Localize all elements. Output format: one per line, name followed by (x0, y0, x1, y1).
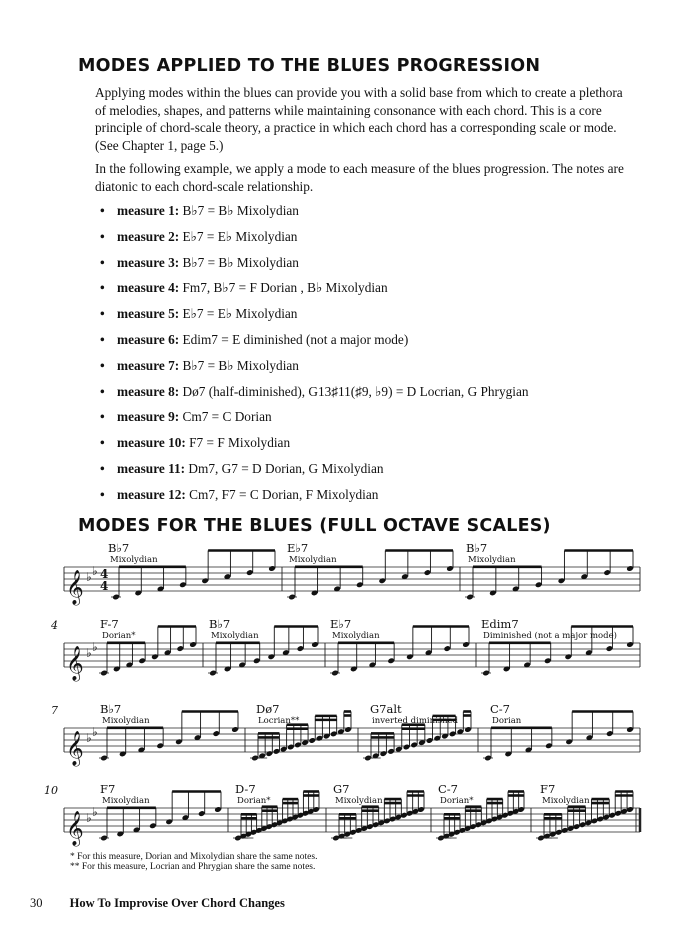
measure-label: measure 3: (117, 254, 180, 270)
treble-clef-icon: 𝄞 (66, 811, 84, 846)
measure-text: F7 = F Mixolydian (189, 435, 291, 451)
measure-label: measure 2: (117, 228, 180, 244)
measure-label: measure 6: (117, 331, 180, 347)
mode-label: Dorian* (237, 796, 271, 806)
bullet: • (100, 228, 105, 244)
chord-symbol: B♭7 (108, 541, 130, 555)
key-flat-icon: ♭ (86, 811, 92, 825)
mode-label: Dorian* (440, 796, 474, 806)
key-flat-icon: ♭ (92, 805, 98, 819)
list-item (100, 279, 529, 305)
mode-label: Locrian** (258, 716, 300, 726)
intro-paragraph: Applying modes within the blues can provide you with a solid base from which to create a plethora of melodies, shapes, and patterns while maintaining consonance with each chord. This is a core principle of chord-scale theory, a practice in which each chord has a corresponding scale or mode. (See Chapter 1, page 5.) (95, 85, 623, 153)
bullet: • (100, 203, 105, 218)
mode-label: Dorian (492, 716, 522, 726)
chord-symbol: Edim7 (481, 617, 519, 631)
measure-text: B♭7 = B♭ Mixolydian (182, 254, 299, 270)
chord-symbol: C-7 (490, 702, 511, 716)
measure-label: measure 12: (117, 486, 186, 502)
list-item (100, 254, 529, 280)
chord-symbol: F-7 (100, 617, 119, 631)
footnote-dorian: * For this measure, Dorian and Mixolydian share the same notes. (70, 852, 318, 862)
measure-list (100, 202, 529, 512)
mode-label: Mixolydian (102, 716, 150, 726)
measure-text: Fm7, B♭7 = F Dorian , B♭ Mixolydian (182, 280, 388, 296)
bullet: • (100, 460, 105, 476)
key-flat-icon: ♭ (86, 570, 92, 584)
time-signature-top: 4 (100, 567, 109, 581)
list-item (100, 460, 529, 486)
measure-number: 10 (44, 784, 58, 797)
chord-symbol: E♭7 (330, 617, 352, 631)
list-item (100, 202, 529, 228)
bullet: • (100, 383, 105, 399)
section-heading-modes-applied: MODES APPLIED TO THE BLUES PROGRESSION (78, 56, 541, 76)
mode-label: inverted diminished (372, 716, 459, 726)
measure-text: E♭7 = E♭ Mixolydian (182, 228, 298, 244)
list-item (100, 228, 529, 254)
measure-label: measure 5: (117, 306, 180, 322)
chord-symbol: F7 (540, 782, 556, 796)
measure-label: measure 9: (117, 409, 180, 425)
music-notation (0, 540, 700, 852)
chord-symbol: B♭7 (466, 541, 488, 555)
chord-symbol: D-7 (235, 782, 256, 796)
mode-label: Diminished (not a major mode) (483, 631, 617, 641)
mode-label: Mixolydian (102, 796, 150, 806)
mode-label: Dorian* (102, 631, 136, 641)
bullet: • (100, 331, 105, 347)
mode-label: Mixolydian (468, 555, 516, 565)
measure-text: B♭7 = B♭ Mixolydian (182, 203, 299, 218)
example-paragraph: In the following example, we apply a mode to each measure of the blues progression. The notes are diatonic to each chord-scale relationship. (95, 161, 624, 194)
chord-symbol: G7 (333, 782, 350, 796)
measure-text: Edim7 = E diminished (not a major mode) (182, 331, 409, 347)
measure-text: Dø7 (half-diminished), G13♯11(♯9, ♭9) = D Locrian, G Phrygian (182, 383, 529, 399)
measure-text: B♭7 = B♭ Mixolydian (182, 357, 299, 373)
measure-label: measure 1: (117, 203, 180, 218)
treble-clef-icon: 𝄞 (66, 731, 84, 766)
chord-symbol: B♭7 (209, 617, 231, 631)
mode-label: Mixolydian (110, 555, 158, 565)
bullet: • (100, 254, 105, 270)
measure-text: Cm7, F7 = C Dorian, F Mixolydian (189, 486, 379, 502)
chord-symbol: F7 (100, 782, 116, 796)
mode-label: Mixolydian (289, 555, 337, 565)
key-flat-icon: ♭ (86, 731, 92, 745)
treble-clef-icon: 𝄞 (66, 646, 84, 681)
measure-text: Cm7 = C Dorian (182, 409, 272, 425)
chord-symbol: C-7 (438, 782, 459, 796)
key-flat-icon: ♭ (86, 646, 92, 660)
time-signature-bottom: 4 (100, 579, 109, 593)
chord-symbol: Dø7 (256, 702, 280, 716)
list-item (100, 434, 529, 460)
measure-number: 7 (51, 704, 58, 717)
list-item (100, 383, 529, 409)
list-item (100, 408, 529, 434)
mode-label: Mixolydian (335, 796, 383, 806)
measure-text: Dm7, G7 = D Dorian, G Mixolydian (188, 460, 384, 476)
section-heading-modes-full: MODES FOR THE BLUES (FULL OCTAVE SCALES) (78, 516, 551, 536)
chord-symbol: G7alt (370, 702, 402, 716)
bullet: • (100, 306, 105, 322)
mode-label: Mixolydian (542, 796, 590, 806)
chord-symbol: B♭7 (100, 702, 122, 716)
bullet: • (100, 280, 105, 296)
bullet: • (100, 435, 105, 451)
page-number: 30 (30, 896, 43, 910)
mode-label: Mixolydian (211, 631, 259, 641)
measure-text: E♭7 = E♭ Mixolydian (182, 306, 298, 322)
book-title: How To Improvise Over Chord Changes (69, 896, 285, 910)
list-item (100, 305, 529, 331)
measure-number: 4 (51, 619, 58, 632)
bullet: • (100, 409, 105, 425)
bullet: • (100, 357, 105, 373)
measure-label: measure 8: (117, 383, 180, 399)
key-flat-icon: ♭ (92, 725, 98, 739)
key-flat-icon: ♭ (92, 564, 98, 578)
list-item (100, 486, 529, 512)
treble-clef-icon: 𝄞 (66, 570, 84, 605)
measure-label: measure 10: (117, 435, 186, 451)
measure-label: measure 7: (117, 357, 180, 373)
list-item (100, 357, 529, 383)
measure-label: measure 11: (117, 460, 186, 476)
key-flat-icon: ♭ (92, 640, 98, 654)
footnote-locrian: ** For this measure, Locrian and Phrygian share the same notes. (70, 862, 316, 872)
bullet: • (100, 486, 105, 502)
chord-symbol: E♭7 (287, 541, 309, 555)
mode-label: Mixolydian (332, 631, 380, 641)
page-footer (30, 896, 285, 911)
list-item (100, 331, 529, 357)
measure-label: measure 4: (117, 280, 180, 296)
